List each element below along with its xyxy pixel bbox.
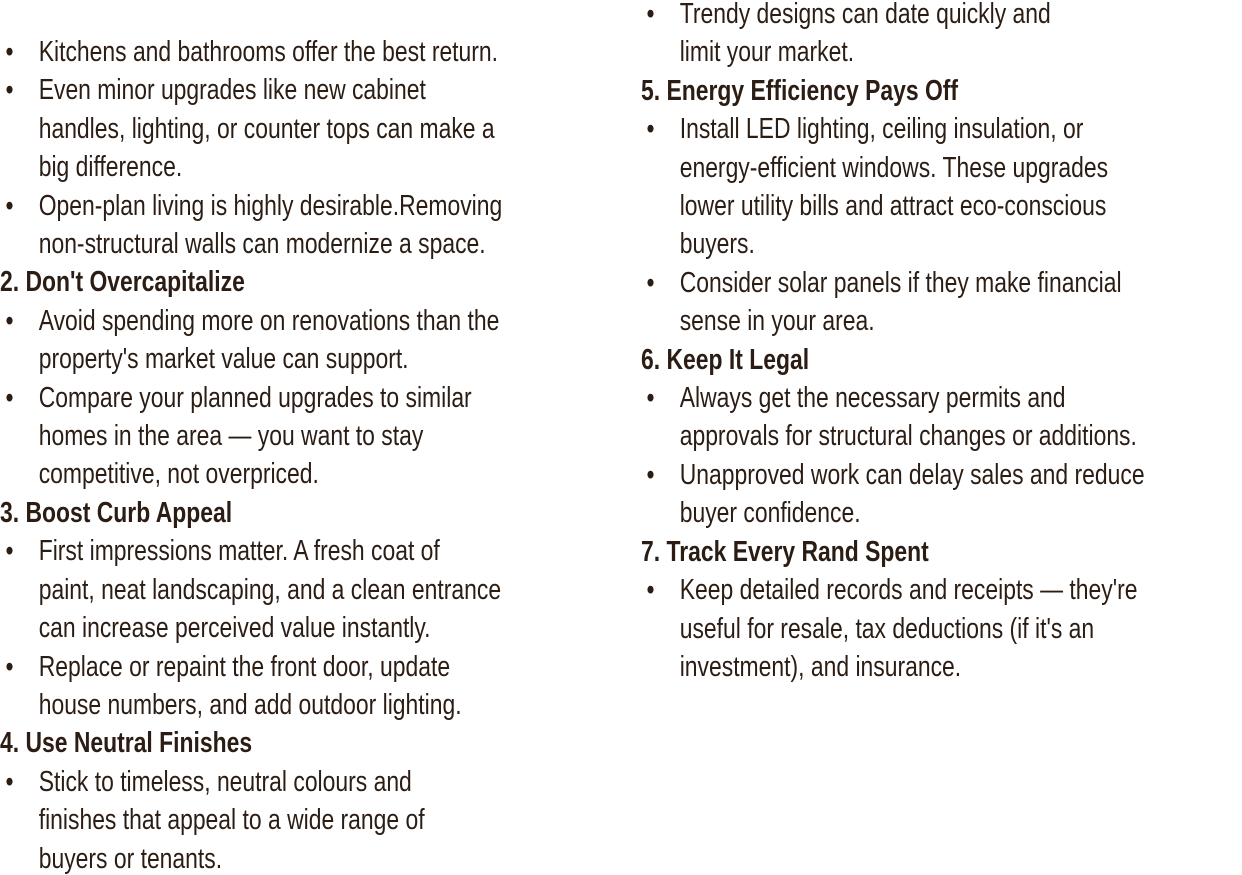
bullet-item	[0, 187, 503, 264]
left-column-content	[0, 0, 503, 875]
section-heading: 3. Boost Curb Appeal	[0, 496, 233, 529]
section-bullet-list	[641, 110, 1122, 340]
bullet-text-line: approvals for structural changes or additions.	[679, 420, 1137, 453]
bullet-item	[641, 456, 1145, 533]
bullet-item	[0, 648, 483, 725]
bullet-text-line: sense in your area.	[679, 305, 875, 338]
bullet-item	[0, 71, 495, 186]
bullet-text-line: house numbers, and add outdoor lighting.	[38, 688, 462, 721]
bullet-dot-icon: •	[5, 189, 14, 222]
bullet-item	[0, 33, 499, 71]
section-heading: 2. Don't Overcapitalize	[0, 266, 245, 299]
bullet-item	[641, 571, 1138, 686]
bullet-item	[0, 763, 483, 875]
bullet-text-line: buyers or tenants.	[38, 842, 223, 875]
bullet-dot-icon: •	[5, 381, 14, 414]
bullet-text-line: lower utility bills and attract eco-conscious	[679, 190, 1107, 223]
bullet-text-line: First impressions matter. A fresh coat of	[38, 535, 440, 568]
bullet-text-line: Install LED lighting, ceiling insulation, or	[679, 113, 1084, 146]
bullet-text-line: limit your market.	[679, 36, 855, 69]
right-sections	[641, 72, 1145, 687]
bullet-dot-icon: •	[5, 650, 14, 683]
bullet-text-line: energy-efficient windows. These upgrades	[679, 151, 1109, 184]
bullet-item	[641, 379, 1137, 456]
bullet-text-line: Even minor upgrades like new cabinet	[38, 74, 426, 107]
bullet-dot-icon: •	[646, 266, 655, 299]
bullet-text-line: finishes that appeal to a wide range of	[38, 804, 425, 837]
bullet-dot-icon: •	[646, 0, 655, 30]
bullet-text-line: paint, neat landscaping, and a clean entrance	[38, 573, 502, 606]
bullet-text-line: Kitchens and bathrooms offer the best return.	[38, 36, 499, 68]
section-heading: 6. Keep It Legal	[641, 343, 810, 376]
bullet-text-line: competitive, not overpriced.	[38, 458, 319, 491]
bullet-text-line: handles, lighting, or counter tops can make a	[38, 112, 495, 145]
bullet-text-line: Unapproved work can delay sales and reduce	[679, 458, 1145, 491]
right-column-content	[641, 0, 1145, 686]
bullet-text-line: Always get the necessary permits and	[679, 382, 1066, 415]
bullet-text-line: non-structural walls can modernize a space.	[38, 228, 486, 261]
section-bullet-list	[641, 379, 1145, 533]
bullet-text-line: property's market value can support.	[38, 343, 409, 376]
section-bullet-list	[0, 302, 500, 494]
bullet-dot-icon: •	[5, 36, 14, 68]
bullet-item	[0, 532, 502, 647]
bullet-dot-icon: •	[646, 382, 655, 415]
section-heading: 7. Track Every Rand Spent	[641, 535, 929, 568]
bullet-item	[0, 379, 483, 494]
bullet-text-line: can increase perceived value instantly.	[38, 612, 431, 645]
section-bullet-list	[0, 532, 502, 724]
left-column	[0, 0, 612, 875]
bullet-text-line: Keep detailed records and receipts — they're	[679, 574, 1138, 607]
bullet-item	[641, 264, 1122, 341]
bullet-text-line: homes in the area — you want to stay	[38, 420, 424, 453]
bullet-text-line: Avoid spending more on renovations than the	[38, 304, 500, 337]
section-heading: 5. Energy Efficiency Pays Off	[641, 74, 959, 107]
section-bullet-list	[641, 571, 1138, 686]
bullet-text-line: investment), and insurance.	[679, 650, 962, 683]
bullet-item	[641, 0, 1116, 72]
left-sections	[0, 263, 502, 875]
bullet-text-line: Replace or repaint the front door, update	[38, 650, 451, 683]
section-heading: 4. Use Neutral Finishes	[0, 727, 253, 760]
intro-bullet-list	[641, 0, 1116, 72]
bullet-text-line: Trendy designs can date quickly and	[679, 0, 1051, 30]
right-column	[641, 0, 1242, 875]
bullet-text-line: big difference.	[38, 151, 183, 184]
bullet-text-line: Consider solar panels if they make financial	[679, 266, 1122, 299]
bullet-text-line: useful for resale, tax deductions (if it's an	[679, 612, 1095, 645]
bullet-dot-icon: •	[646, 113, 655, 146]
bullet-dot-icon: •	[5, 765, 14, 798]
bullet-dot-icon: •	[646, 458, 655, 491]
bullet-dot-icon: •	[5, 74, 14, 107]
intro-bullet-list	[0, 33, 503, 263]
bullet-item	[641, 110, 1116, 264]
bullet-text-line: buyers.	[679, 228, 755, 261]
bullet-dot-icon: •	[5, 304, 14, 337]
bullet-text-line: Open-plan living is highly desirable.Removing	[38, 189, 503, 222]
bullet-text-line: Stick to timeless, neutral colours and	[38, 765, 412, 798]
bullet-text-line: buyer confidence.	[679, 497, 861, 530]
bullet-dot-icon: •	[646, 574, 655, 607]
bullet-text-line: Compare your planned upgrades to similar	[38, 381, 472, 414]
section-bullet-list	[0, 763, 483, 875]
bullet-dot-icon: •	[5, 535, 14, 568]
bullet-item	[0, 302, 500, 379]
